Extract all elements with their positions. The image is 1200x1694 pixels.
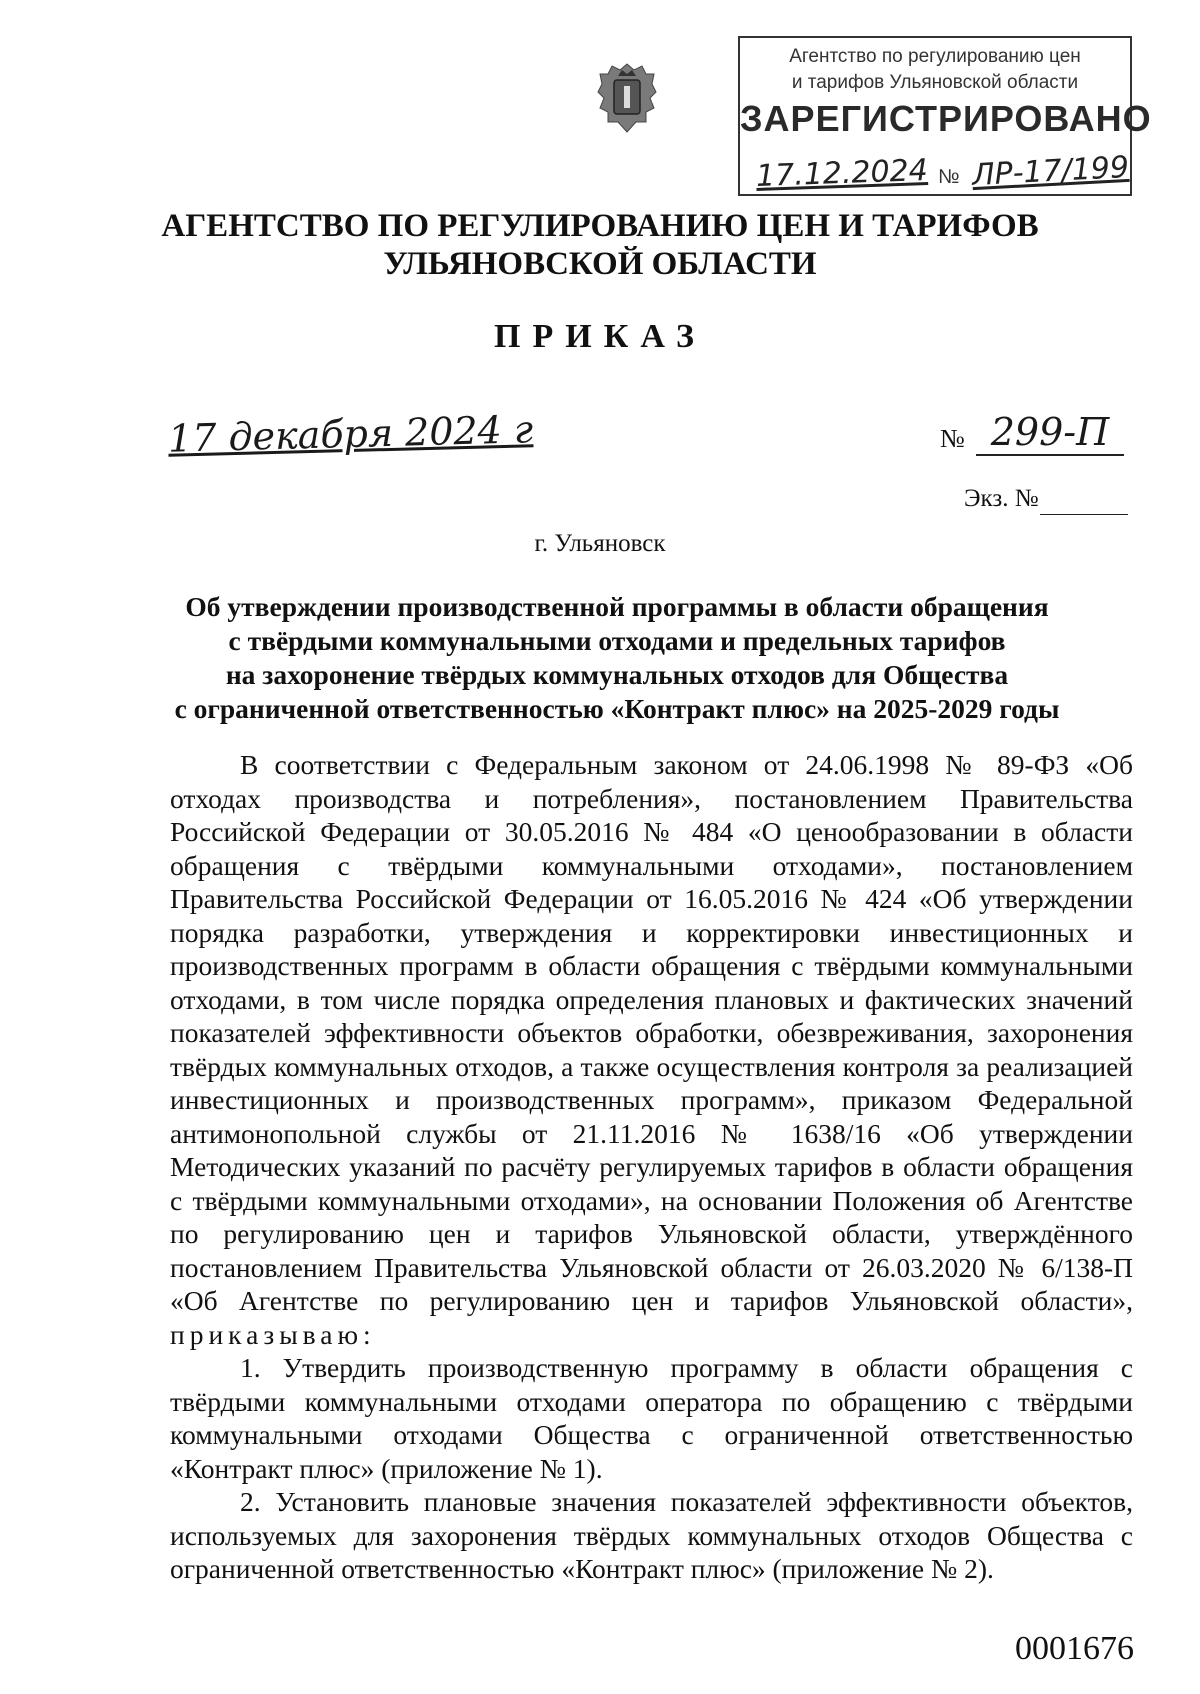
agency-title-line2: УЛЬЯНОВСКОЙ ОБЛАСТИ (383, 246, 817, 282)
copy-number-blank (1040, 514, 1128, 515)
stamp-agency-line1: Агентство по регулированию цен (789, 46, 1081, 67)
order-item-2: 2. Установить плановые значения показателей эффективности объектов, используемых для захоронения твёрдых коммунальных отходов Общества с ограниченной ответственностью «Контракт плюс» (приложение № 2). (170, 1486, 1133, 1584)
order-item-1: 1. Утвердить производственную программу в области обращения с твёрдыми коммунальными отходами оператора по обращению с твёрдыми коммунальными отходами Общества с ограниченной ответственностью «Контракт плюс» (приложение № 1). (170, 1352, 1133, 1484)
document-code: 0001676 (1015, 1630, 1134, 1667)
handwritten-order-number: 299-П (976, 410, 1124, 456)
order-body (170, 748, 1133, 1586)
stamp-status: ЗАРЕГИСТРИРОВАНО (740, 98, 1152, 139)
stamp-date: 17.12.2024 (755, 153, 929, 194)
subject-line3: на захоронение твёрдых коммунальных отходов для Общества (225, 659, 1009, 690)
agency-title-line1: АГЕНТСТВО ПО РЕГУЛИРОВАНИЮ ЦЕН И ТАРИФОВ (161, 208, 1039, 244)
copy-number-label: Экз. № (964, 485, 1039, 512)
stamp-agency-line2: и тарифов Ульяновской области (791, 72, 1079, 93)
preamble-text: В соответствии с Федеральным законом от 24.06.1998 № 89-ФЗ «Об отходах производства и потребления», постановлением Правительства Российской Федерации от 30.05.2016 № 484 «О ценообразовании в области обращения с твёрдыми коммунальными отходами», постановлением Правительства Российской Федерации от 16.05.2016 № 424 «Об утверждении порядка разработки, утверждения и корректировки инвестиционных и производственных программ в области обращения с твёрдыми коммунальными отходами, в том числе порядка определения плановых и фактических значений показателей эффективности объектов обработки, обезвреживания, захоронения твёрдых коммунальных отходов, а также осуществления контроля за реализацией инвестиционных и производственных программ», приказом Федеральной антимонопольной службы от 21.11.2016 № 1638/16 «Об утверждении Методических указаний по расчёту регулируемых тарифов в области обращения с твёрдыми коммунальными отходами», на основании Положения об Агентстве по регулированию цен и тарифов Ульяновской области, утверждённого постановлением Правительства Ульяновской области от 26.03.2020 № 6/138-П «Об Агентстве по регулированию цен и тарифов Ульяновской области», (170, 749, 1133, 1316)
stamp-number-label: № (938, 166, 960, 188)
handwritten-order-date: 17 декабря 2024 г (167, 407, 534, 461)
subject-line4: с ограниченной ответственностью «Контракт плюс» на 2025-2029 годы (174, 693, 1060, 724)
order-subject (150, 590, 1084, 726)
city-label: г. Ульяновск (534, 530, 666, 557)
preamble-paragraph (170, 748, 1133, 1351)
stamp-registration-number: ЛР-17/199 (971, 149, 1130, 194)
order-word: приказываю: (170, 1318, 376, 1350)
coat-of-arms-icon (596, 62, 658, 134)
document-type-title: ПРИКАЗ (494, 318, 706, 355)
registration-stamp (738, 36, 1152, 196)
subject-line2: с твёрдыми коммунальными отходами и предельных тарифов (228, 625, 1006, 656)
subject-line1: Об утверждении производственной программы в области обращения (185, 591, 1049, 622)
order-number-label: № (940, 424, 965, 453)
